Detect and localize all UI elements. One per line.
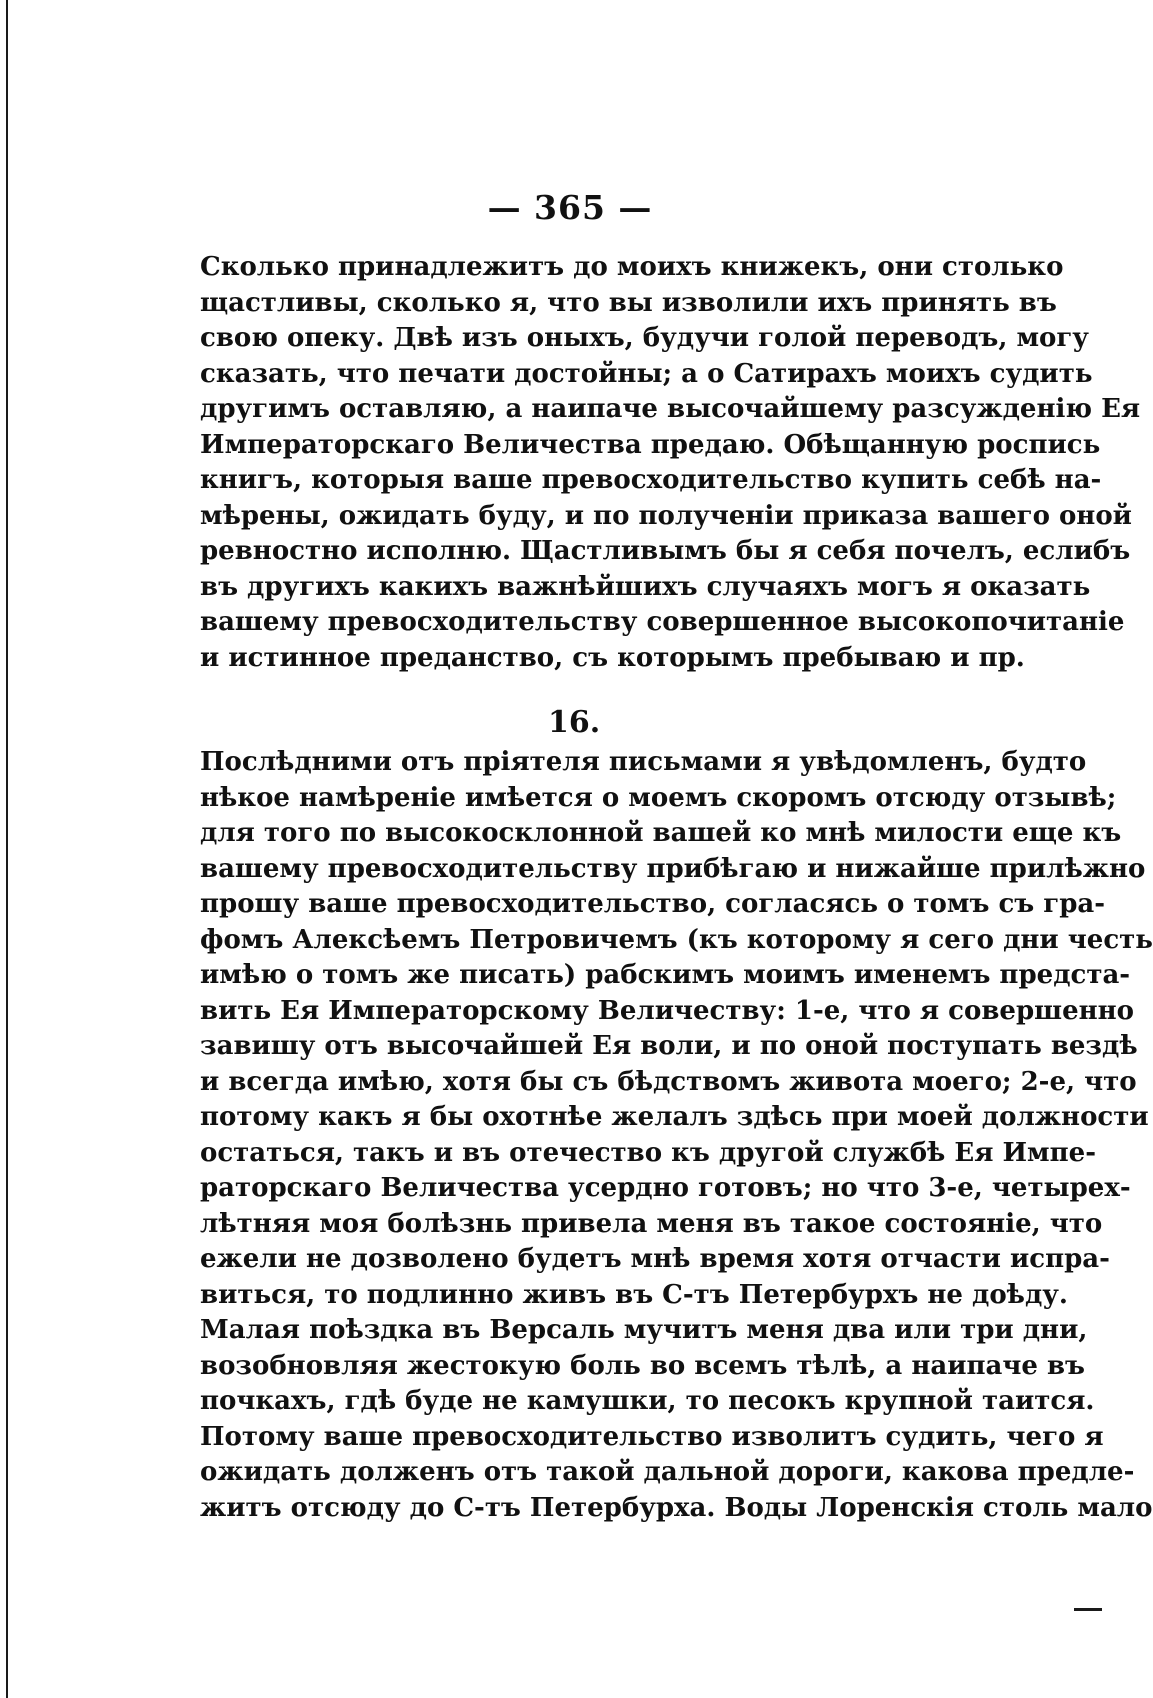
text-line: ревностно исполню. Щастливымъ бы я себя почелъ, еслибъ	[200, 536, 1131, 566]
text-line: и истинное преданство, съ которымъ пребываю и пр.	[200, 642, 1025, 673]
text-line: имѣю о томъ же писать) рабскимъ моимъ именемъ предста-	[200, 960, 1131, 990]
letter-15-text	[200, 250, 1141, 676]
text-line: другимъ оставляю, а наипаче высочайшему разсужденію Ея	[200, 394, 1141, 424]
text-line: завишу отъ высочайшей Ея воли, и по оной поступать вездѣ	[200, 1031, 1138, 1061]
letter-16-number: 16.	[548, 705, 601, 740]
text-line: житъ отсюду до С-тъ Петербурха. Воды Лоренскія столь мало	[200, 1492, 1153, 1523]
text-line: ожидать долженъ отъ такой дальной дороги, какова предле-	[200, 1457, 1135, 1487]
text-line: фомъ Алексѣемъ Петровичемъ (къ которому я сего дни честь	[200, 924, 1153, 955]
text-line: прошу ваше превосходительство, согласясь о томъ съ гра-	[200, 889, 1106, 919]
text-line: щастливы, сколько я, что вы изволили ихъ принять въ	[200, 287, 1057, 318]
text-line: Малая поѣздка въ Версаль мучитъ меня два или три дни,	[200, 1315, 1088, 1345]
text-line: возобновляя жестокую боль во всемъ тѣлѣ, а наипаче въ	[200, 1350, 1086, 1381]
text-line: почкахъ, гдѣ буде не камушки, то песокъ крупной таится.	[200, 1386, 1095, 1416]
text-line: потому какъ я бы охотнѣе желалъ здѣсь при моей должности	[200, 1102, 1149, 1132]
text-line: вашему превосходительству прибѣгаю и нижайше прилѣжно	[200, 853, 1146, 884]
text-line: раторскаго Величества усердно готовъ; но что 3-е, четырех-	[200, 1173, 1131, 1203]
text-line: Императорскаго Величества предаю. Обѣщанную роспись	[200, 429, 1101, 460]
text-line: виться, то подлинно живъ въ С-тъ Петербурхъ не доѣду.	[200, 1279, 1068, 1310]
text-line: ежели не дозволено будетъ мнѣ время хотя отчасти испра-	[200, 1244, 1110, 1274]
text-line: сказать, что печати достойны; а о Сатирахъ моихъ судить	[200, 358, 1093, 389]
text-line: вить Ея Императорскому Величеству: 1-е, что я совершенно	[200, 995, 1135, 1026]
text-line: Потому ваше превосходительство изволитъ судить, чего я	[200, 1421, 1104, 1452]
text-line: для того по высокосклонной вашей ко мнѣ милости еще къ	[200, 818, 1122, 848]
text-line: нѣкое намѣреніе имѣется о моемъ скоромъ отсюду отзывѣ;	[200, 782, 1117, 813]
page-number: — 365 —	[487, 188, 653, 227]
text-line: книгъ, которыя ваше превосходительство купить себѣ на-	[200, 465, 1102, 495]
text-line: и всегда имѣю, хотя бы съ бѣдствомъ живота моего; 2-е, что	[200, 1066, 1137, 1097]
text-line: лѣтняя моя болѣзнь привела меня въ такое состояніе, что	[200, 1208, 1103, 1239]
margin-dash-mark	[1074, 1608, 1102, 1611]
text-line: мѣрены, ожидать буду, и по полученіи приказа вашего оной	[200, 500, 1132, 531]
text-line: Сколько принадлежитъ до моихъ книжекъ, они столько	[200, 252, 1064, 282]
letter-16-text	[200, 745, 1153, 1526]
page-edge-line	[6, 0, 8, 1698]
text-line: въ другихъ какихъ важнѣйшихъ случаяхъ могъ я оказать	[200, 571, 1091, 602]
text-line: остаться, такъ и въ отечество къ другой службѣ Ея Импе-	[200, 1137, 1096, 1168]
text-line: Послѣдними отъ пріятеля письмами я увѣдомленъ, будто	[200, 747, 1087, 777]
text-line: вашему превосходительству совершенное высокопочитаніе	[200, 607, 1125, 637]
text-line: свою опеку. Двѣ изъ оныхъ, будучи голой переводъ, могу	[200, 323, 1089, 353]
